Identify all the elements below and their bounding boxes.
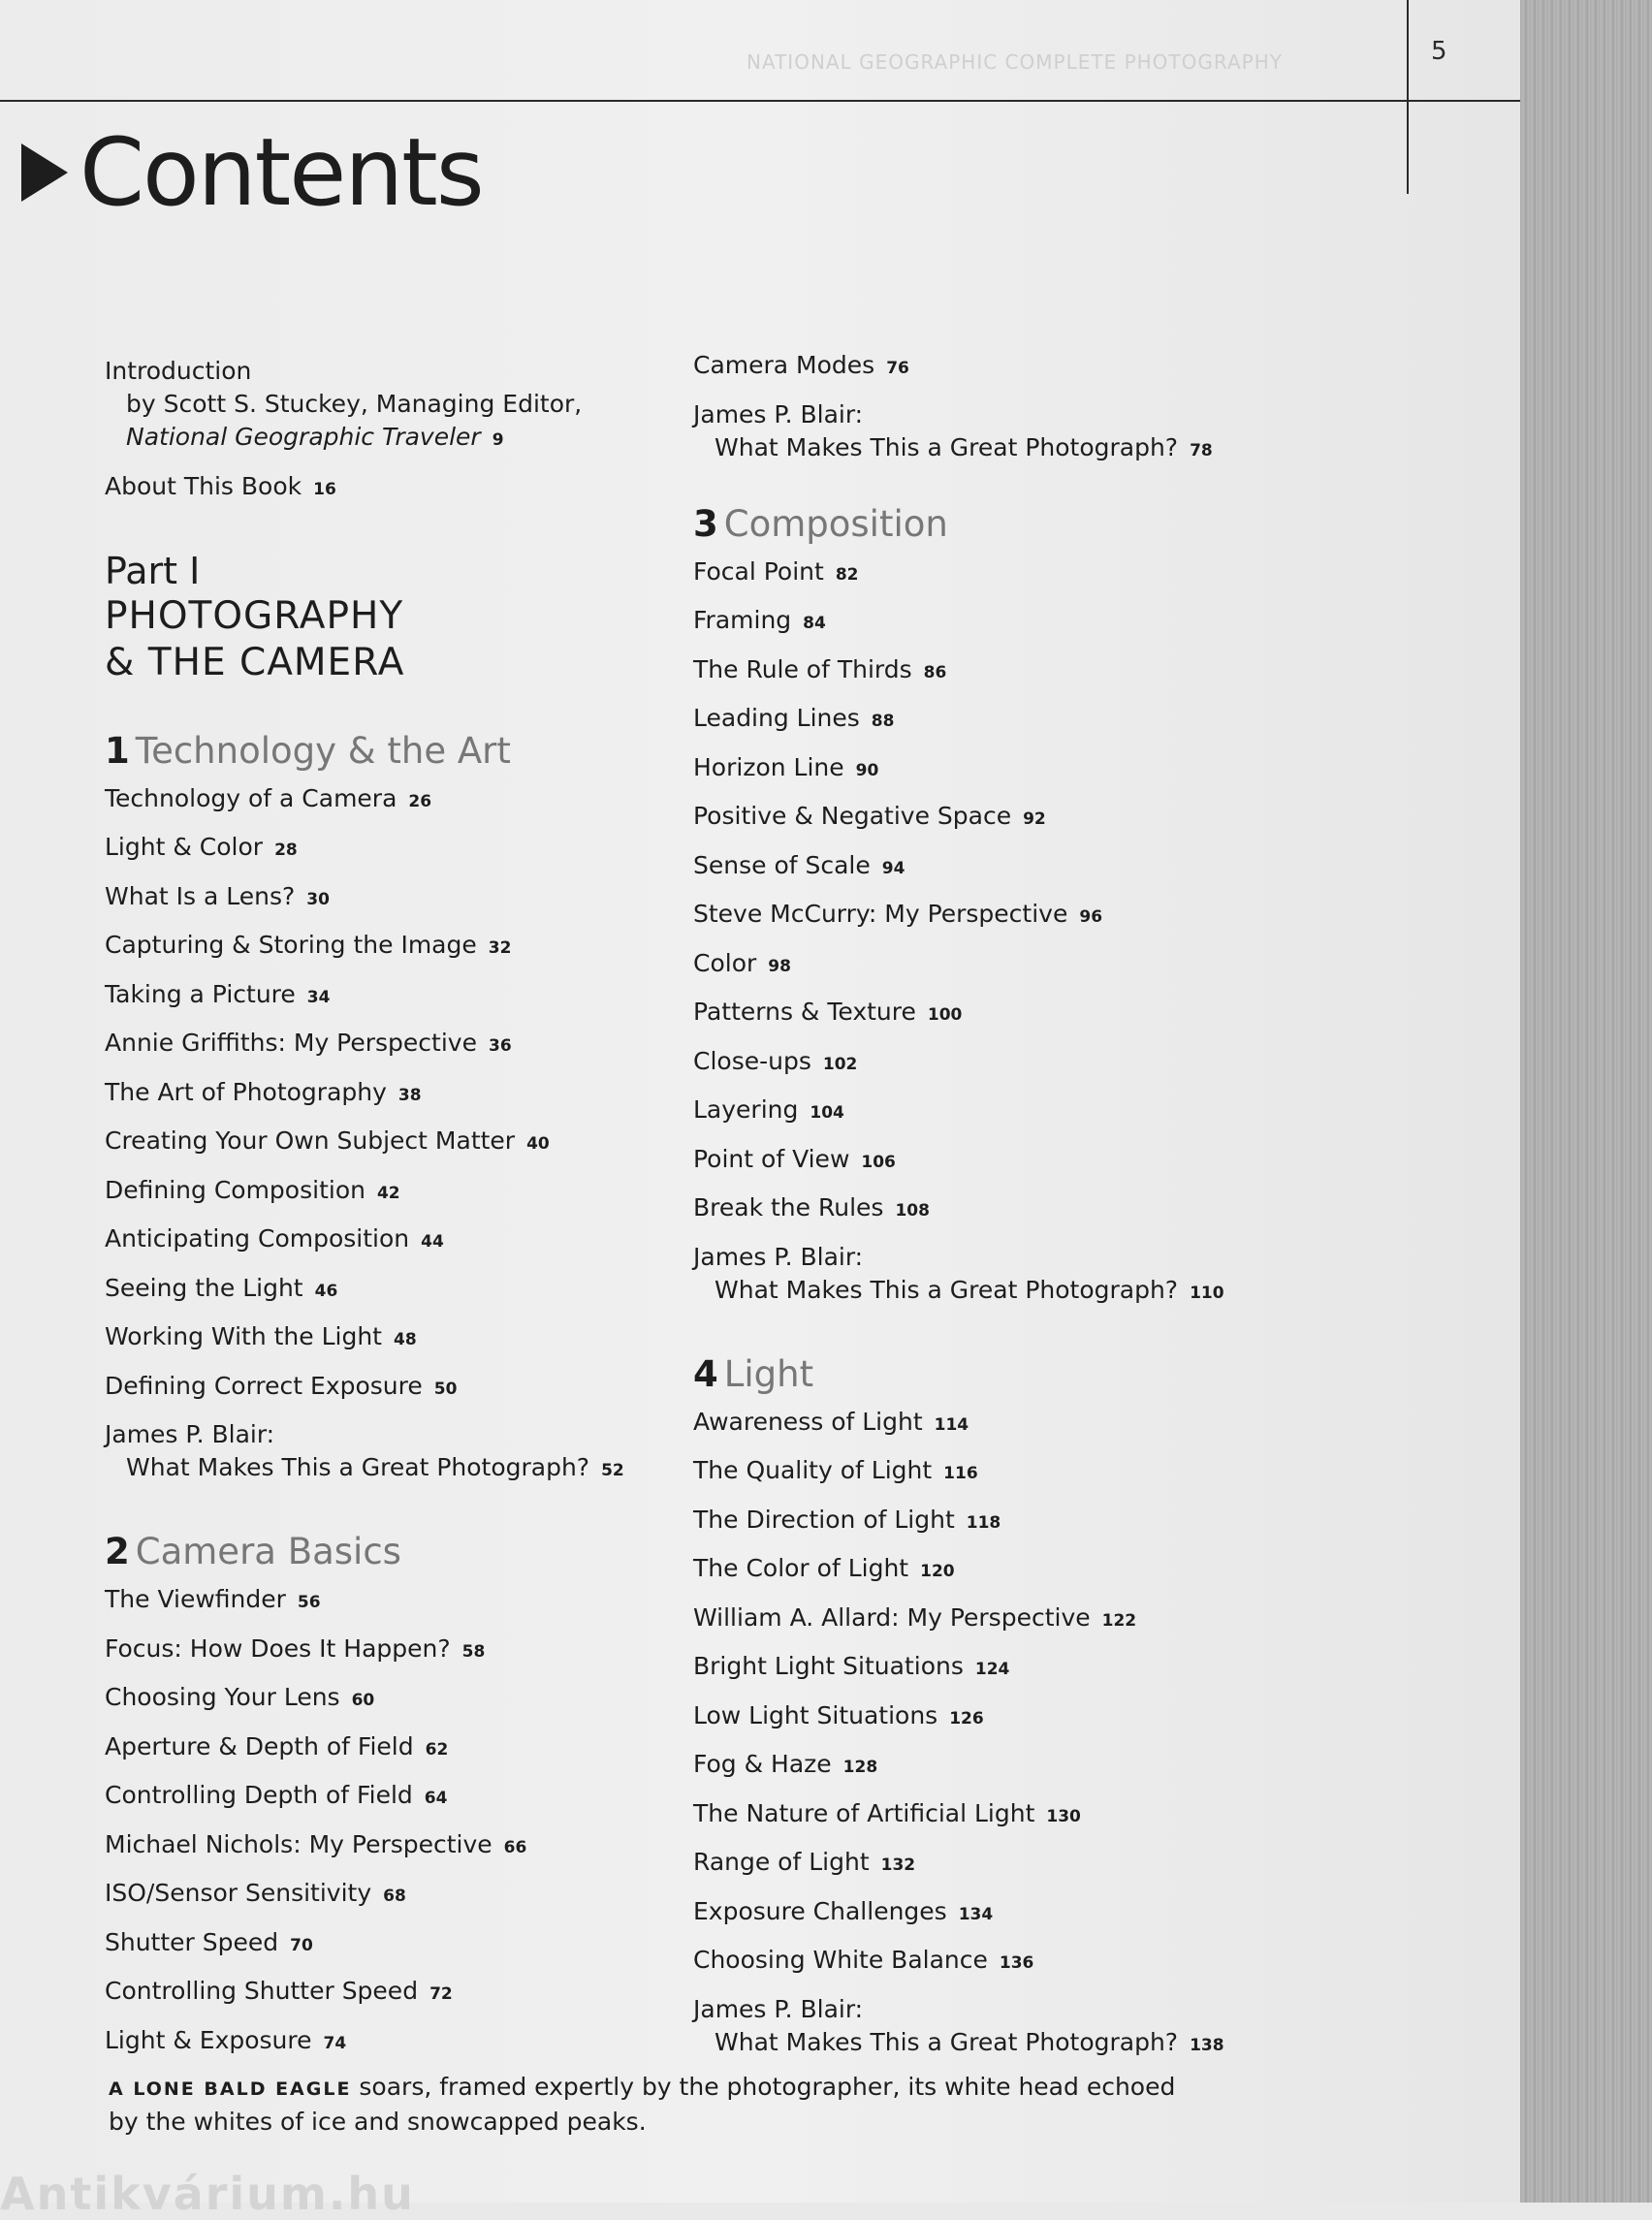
entry-page: 70: [290, 1935, 313, 1955]
entry-page: 44: [421, 1232, 444, 1252]
toc-entry-closing-title[interactable]: [693, 1274, 1275, 1310]
toc-entry[interactable]: [105, 1828, 648, 1864]
chapter-number: 3: [693, 502, 718, 545]
entry-label: What Is a Lens?: [105, 881, 296, 910]
entry-label: Capturing & Storing the Image: [105, 931, 477, 959]
chapter-heading: [105, 1530, 648, 1574]
entry-page: 60: [351, 1691, 375, 1710]
toc-left-column: [105, 355, 648, 2073]
toc-entry[interactable]: [693, 1846, 1275, 1882]
entry-label: Introduction: [105, 357, 252, 385]
toc-entry[interactable]: [693, 1650, 1275, 1686]
chapter-title: Technology & the Art: [135, 729, 511, 772]
toc-entry[interactable]: [693, 1191, 1275, 1227]
entry-page: 110: [1190, 1283, 1224, 1303]
toc-entry[interactable]: [105, 1975, 648, 2011]
entry-page: 56: [297, 1593, 321, 1612]
chapter-title: Composition: [723, 502, 948, 545]
toc-entry[interactable]: [693, 555, 1275, 591]
toc-entry[interactable]: [105, 1320, 648, 1356]
entry-label: What Makes This a Great Photograph?: [715, 1275, 1179, 1304]
entry-page: 62: [425, 1739, 449, 1760]
chapter-list: [693, 1406, 1275, 2062]
chapter-heading: [693, 502, 1275, 547]
toc-entry-intro-byline: [105, 388, 648, 421]
toc-entry[interactable]: [693, 947, 1275, 983]
entry-label: Fog & Haze: [693, 1750, 832, 1778]
entry-label: What Makes This a Great Photograph?: [715, 2027, 1179, 2056]
entry-label: Technology of a Camera: [105, 783, 397, 812]
entry-label: Taking a Picture: [105, 979, 296, 1008]
chapter-title: Light: [723, 1352, 814, 1395]
entry-label: Defining Correct Exposure: [105, 1371, 423, 1400]
toc-entry[interactable]: [693, 1602, 1275, 1637]
entry-page: 120: [920, 1562, 955, 1581]
toc-right-column: [693, 349, 1275, 2075]
entry-page: 38: [397, 1085, 422, 1105]
toc-entry-closing-author[interactable]: [105, 1418, 648, 1451]
chapter-list: [105, 782, 648, 1488]
entry-label: Close-ups: [693, 1046, 811, 1075]
toc-entry[interactable]: [693, 1748, 1275, 1784]
toc-entry[interactable]: [693, 1797, 1275, 1833]
toc-entry[interactable]: [105, 1583, 648, 1619]
entry-label: Framing: [693, 606, 792, 634]
toc-entry[interactable]: [105, 1779, 648, 1815]
entry-label: William A. Allard: My Perspective: [693, 1602, 1091, 1632]
entry-byline: by Scott S. Stuckey, Managing Editor,: [126, 390, 583, 418]
entry-page: 126: [949, 1708, 984, 1728]
toc-entry[interactable]: [693, 1895, 1275, 1931]
entry-label: Break the Rules: [693, 1193, 884, 1221]
entry-label: Aperture & Depth of Field: [105, 1731, 414, 1760]
entry-label: Creating Your Own Subject Matter: [105, 1126, 516, 1155]
chapter-title: Camera Basics: [135, 1531, 401, 1572]
toc-entry[interactable]: [105, 880, 648, 916]
entry-page: 90: [855, 760, 879, 780]
chapter-list: [105, 1583, 648, 2060]
chapter-number: 4: [693, 1352, 718, 1395]
toc-entry-closing-author[interactable]: [693, 398, 1275, 431]
entry-label: Camera Modes: [693, 351, 875, 379]
chapter-number: 2: [105, 1531, 130, 1572]
toc-entry[interactable]: [105, 1125, 648, 1160]
toc-entry[interactable]: [105, 1633, 648, 1668]
entry-label: Anticipating Composition: [105, 1224, 410, 1253]
toc-entry[interactable]: [105, 929, 648, 965]
entry-label: Light & Color: [105, 833, 264, 861]
chapter-heading: [693, 1352, 1275, 1397]
entry-page: 40: [526, 1134, 550, 1154]
entry-label: What Makes This a Great Photograph?: [126, 1453, 590, 1481]
entry-label: The Viewfinder: [105, 1585, 286, 1613]
entry-page: 106: [861, 1152, 896, 1172]
entry-label: Awareness of Light: [693, 1407, 923, 1436]
entry-label: Choosing White Balance: [693, 1946, 988, 1974]
entry-page: 9: [492, 430, 504, 450]
chapter-list: [693, 555, 1275, 1310]
header-rule: [0, 100, 1520, 102]
entry-label: Controlling Depth of Field: [105, 1781, 413, 1809]
entry-page: 34: [306, 987, 331, 1007]
entry-label: Shutter Speed: [105, 1927, 279, 1956]
entry-page: 118: [966, 1512, 1001, 1533]
entry-label: James P. Blair:: [693, 1242, 864, 1271]
entry-page: 82: [835, 564, 859, 585]
entry-page: 94: [881, 858, 905, 878]
entry-page: 28: [274, 840, 298, 860]
entry-page: 52: [601, 1461, 624, 1480]
toc-entry[interactable]: [105, 831, 648, 867]
entry-label: James P. Blair:: [105, 1420, 275, 1448]
part-title-line2: & THE CAMERA: [105, 640, 405, 684]
entry-label: Sense of Scale: [693, 850, 871, 879]
toc-entry[interactable]: [693, 702, 1275, 738]
entry-label: Steve McCurry: My Perspective: [693, 900, 1068, 928]
entry-label: Low Light Situations: [693, 1700, 938, 1729]
entry-page: 42: [376, 1183, 400, 1203]
toc-entry[interactable]: [105, 1370, 648, 1406]
entry-label: Light & Exposure: [105, 2025, 312, 2054]
toc-entry[interactable]: [105, 1272, 648, 1308]
toc-entry[interactable]: [105, 782, 648, 818]
entry-page: 50: [433, 1379, 458, 1399]
toc-entry[interactable]: [105, 1174, 648, 1210]
toc-entry[interactable]: [105, 1076, 648, 1112]
entry-page: 36: [488, 1036, 512, 1056]
toc-entry-closing-author[interactable]: [693, 1993, 1275, 2026]
toc-entry[interactable]: [693, 1552, 1275, 1588]
toc-entry-closing-title[interactable]: [105, 1451, 648, 1487]
entry-label: Focus: How Does It Happen?: [105, 1633, 451, 1663]
chapter-heading: [105, 729, 648, 774]
toc-entry[interactable]: [105, 1027, 648, 1062]
toc-entry[interactable]: [693, 1045, 1275, 1081]
entry-page: 66: [503, 1837, 527, 1857]
book-spine-edge: [1520, 0, 1652, 2203]
entry-page: 138: [1190, 2035, 1224, 2055]
caption-text: soars, framed expertly by the photographer, its white head echoed by the whites of ice and snowcapped peaks.: [109, 2073, 1176, 2136]
entry-page: 92: [1023, 809, 1046, 829]
toc-entry[interactable]: [693, 751, 1275, 787]
toc-entry-about[interactable]: [105, 470, 648, 506]
toc-entry[interactable]: [693, 1406, 1275, 1442]
entry-page: 100: [927, 1005, 963, 1025]
toc-entry[interactable]: [105, 1681, 648, 1717]
toc-entry[interactable]: [105, 2024, 648, 2060]
entry-label: The Nature of Artificial Light: [693, 1798, 1035, 1827]
entry-label: Focal Point: [693, 556, 824, 586]
entry-label: The Color of Light: [693, 1554, 909, 1582]
entry-page: 84: [803, 614, 826, 633]
entry-page: 114: [934, 1414, 969, 1435]
entry-page: 32: [488, 938, 512, 958]
entry-label: ISO/Sensor Sensitivity: [105, 1879, 372, 1907]
toc-entry[interactable]: [693, 1944, 1275, 1980]
watermark: Antikvárium.hu: [0, 2168, 415, 2220]
chapter-number: 1: [105, 729, 130, 772]
toc-entry[interactable]: [693, 653, 1275, 689]
entry-label: Point of View: [693, 1144, 850, 1173]
entry-page: 72: [429, 1984, 453, 2004]
entry-label: Range of Light: [693, 1848, 870, 1876]
entry-label: The Direction of Light: [693, 1505, 955, 1534]
toc-entry[interactable]: [693, 898, 1275, 934]
entry-page: 26: [408, 791, 432, 811]
toc-entry[interactable]: [105, 1877, 648, 1913]
toc-entry[interactable]: [693, 349, 1275, 385]
entry-page: 78: [1190, 440, 1213, 460]
entry-page: 136: [999, 1953, 1034, 1973]
entry-page: 124: [974, 1660, 1010, 1679]
toc-entry[interactable]: [105, 1222, 648, 1258]
entry-label: About This Book: [105, 471, 302, 500]
entry-page: 30: [306, 889, 330, 909]
toc-entry[interactable]: [693, 1699, 1275, 1735]
entry-label: Annie Griffiths: My Perspective: [105, 1029, 477, 1057]
triangle-arrow-icon: [21, 143, 68, 202]
entry-page: 134: [958, 1904, 994, 1924]
entry-label: Layering: [693, 1095, 799, 1124]
entry-label: James P. Blair:: [693, 399, 864, 428]
entry-page: 86: [923, 662, 947, 682]
toc-entry-closing-title[interactable]: [693, 431, 1275, 467]
entry-page: 68: [383, 1887, 406, 1906]
toc-entry[interactable]: [693, 1143, 1275, 1179]
entry-label: Seeing the Light: [105, 1273, 303, 1302]
entry-page: 64: [424, 1789, 448, 1808]
entry-label: Controlling Shutter Speed: [105, 1977, 419, 2005]
entry-page: 122: [1101, 1610, 1137, 1631]
entry-label: Working With the Light: [105, 1322, 382, 1350]
toc-entry[interactable]: [693, 1094, 1275, 1129]
toc-entry-closing-author[interactable]: [693, 1241, 1275, 1274]
entry-page: 88: [871, 712, 895, 731]
entry-publication: National Geographic Traveler: [126, 423, 481, 451]
chapter-list-continued: [693, 349, 1275, 467]
entry-page: 98: [768, 956, 791, 976]
entry-label: The Art of Photography: [105, 1077, 387, 1106]
entry-label: Horizon Line: [693, 752, 844, 781]
toc-entry[interactable]: [693, 996, 1275, 1031]
toc-entry-closing-title[interactable]: [693, 2026, 1275, 2062]
entry-label: Choosing Your Lens: [105, 1683, 340, 1711]
toc-entry[interactable]: [693, 800, 1275, 836]
entry-page: 116: [943, 1464, 978, 1483]
part-label: Part I: [105, 549, 201, 592]
toc-entry-intro-publication: [105, 421, 648, 457]
entry-page: 76: [886, 359, 909, 378]
entry-page: 132: [880, 1855, 916, 1875]
entry-label: Exposure Challenges: [693, 1896, 947, 1925]
entry-page: 108: [895, 1201, 930, 1221]
entry-page: 46: [314, 1281, 338, 1301]
page-number: 5: [1431, 37, 1447, 66]
toc-entry[interactable]: [693, 1504, 1275, 1539]
toc-entry[interactable]: [693, 1454, 1275, 1490]
entry-label: Leading Lines: [693, 704, 860, 732]
entry-page: 16: [313, 479, 336, 499]
photo-caption: [109, 2071, 1194, 2138]
entry-page: 96: [1079, 907, 1103, 927]
entry-label: Positive & Negative Space: [693, 802, 1012, 830]
toc-entry[interactable]: [105, 1730, 648, 1766]
entry-label: The Quality of Light: [693, 1456, 933, 1484]
toc-entry[interactable]: [105, 1926, 648, 1962]
entry-label: Patterns & Texture: [693, 998, 916, 1026]
part-title-line1: PHOTOGRAPHY: [105, 593, 404, 638]
entry-page: 130: [1046, 1806, 1081, 1826]
toc-entry-introduction[interactable]: [105, 355, 648, 388]
entry-page: 102: [822, 1054, 858, 1074]
toc-entry[interactable]: [693, 604, 1275, 640]
entry-label: Defining Composition: [105, 1175, 365, 1204]
toc-entry[interactable]: [693, 849, 1275, 885]
entry-label: What Makes This a Great Photograph?: [715, 432, 1179, 461]
entry-label: Color: [693, 948, 757, 977]
entry-page: 128: [842, 1758, 878, 1777]
entry-page: 104: [810, 1103, 844, 1123]
toc-entry[interactable]: [105, 978, 648, 1014]
entry-page: 58: [461, 1641, 486, 1662]
entry-page: 74: [323, 2033, 347, 2053]
title-row: [21, 118, 483, 227]
entry-label: Bright Light Situations: [693, 1652, 964, 1680]
caption-lead: A LONE BALD EAGLE: [109, 2078, 352, 2100]
page-title: Contents: [79, 118, 483, 227]
entry-label: Michael Nichols: My Perspective: [105, 1829, 492, 1858]
entry-label: The Rule of Thirds: [693, 654, 912, 683]
entry-label: James P. Blair:: [693, 1994, 864, 2023]
header-vertical-rule: [1407, 0, 1409, 194]
running-header-ghost: NATIONAL GEOGRAPHIC COMPLETE PHOTOGRAPHY: [747, 50, 1283, 74]
entry-page: 48: [394, 1330, 417, 1349]
